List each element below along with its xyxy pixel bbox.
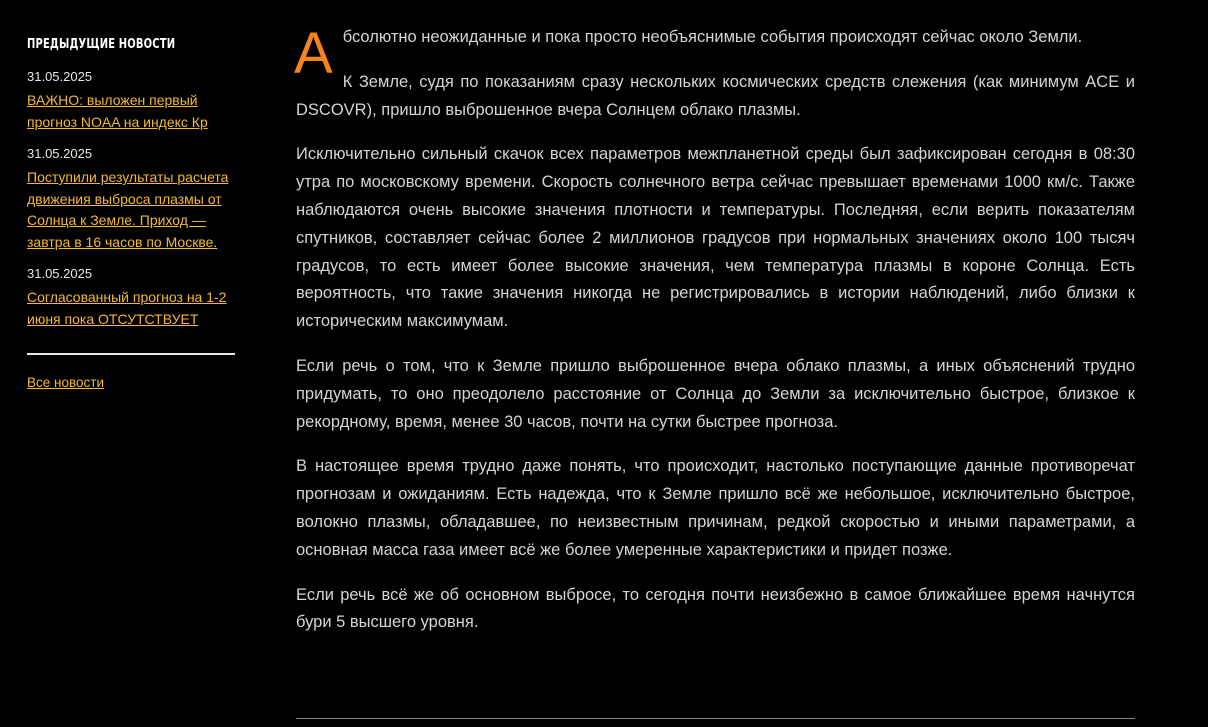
sidebar-divider (27, 353, 235, 355)
drop-cap: А (294, 21, 333, 86)
article-paragraph: Если речь о том, что к Земле пришло выброшенное вчера облако плазмы, а иных объяснений трудно придумать, то оно преодолело расстояние от Солнца до Земли за исключительно быстрое, близкое к рекордному, время, менее 30 часов, почти на сутки быстрее прогноза. (296, 356, 1135, 431)
article-paragraph-intro (294, 21, 1135, 86)
article-paragraph: Исключительно сильный скачок всех параметров межпланетной среды был зафиксирован сегодня в 08:30 утра по московскому времени. Скорость солнечного ветра сейчас превышает временами 1000 км/с. Также наблюдаются очень высокие значения плотности и температуры. Последняя, если верить показателям спутников, составляет сейчас более 2 миллионов градусов при нормальных значениях около 100 тысяч градусов, то есть имеет более высокие значения, чем температура плазмы в короне Солнца. Есть вероятность, что такие значения никогда не регистрировались в истории наблюдений, либо близки к историческим максимумам. (296, 145, 1135, 331)
intro-text: бсолютно неожиданные и пока просто необъяснимые события происходят сейчас около Земли. (342, 28, 1083, 46)
all-news-link[interactable]: Все новости (27, 375, 104, 390)
news-link[interactable]: ВАЖНО: выложен первый прогноз NOAA на индекс Кр (27, 92, 208, 130)
news-item (27, 146, 239, 253)
news-item (27, 266, 239, 330)
news-date: 31.05.2025 (27, 146, 93, 161)
news-date: 31.05.2025 (27, 266, 93, 281)
article-bottom-divider (296, 718, 1135, 719)
news-link[interactable]: Согласованный прогноз на 1-2 июня пока ОТСУТСТВУЕТ (27, 289, 227, 327)
news-item (27, 69, 239, 133)
news-link[interactable]: Поступили результаты расчета движения выброса плазмы от Солнца к Земле. Приход — завтра в 16 часов по Москве. (27, 169, 229, 250)
article-body (294, 21, 1135, 654)
sidebar-title: ПРЕДЫДУЩИЕ НОВОСТИ (27, 36, 176, 52)
article-paragraph: К Земле, судя по показаниям сразу нескольких космических средств слежения (как минимум ACE и DSCOVR), пришло выброшенное вчера Солнцем облако плазмы. (296, 72, 1135, 119)
article-paragraph: Если речь всё же об основном выбросе, то сегодня почти неизбежно в самое ближайшее время начнутся бури 5 высшего уровня. (296, 585, 1135, 632)
news-date: 31.05.2025 (27, 69, 93, 84)
article-paragraph: В настоящее время трудно даже понять, что происходит, настолько поступающие данные противоречат прогнозам и ожиданиям. Есть надежда, что к Земле пришло всё же небольшое, исключительно быстрое, волокно плазмы, обладавшее, по неизвестным причинам, редкой скоростью и иными параметрами, а основная масса газа имеет всё же более умеренные характеристики и придет позже. (296, 457, 1135, 559)
